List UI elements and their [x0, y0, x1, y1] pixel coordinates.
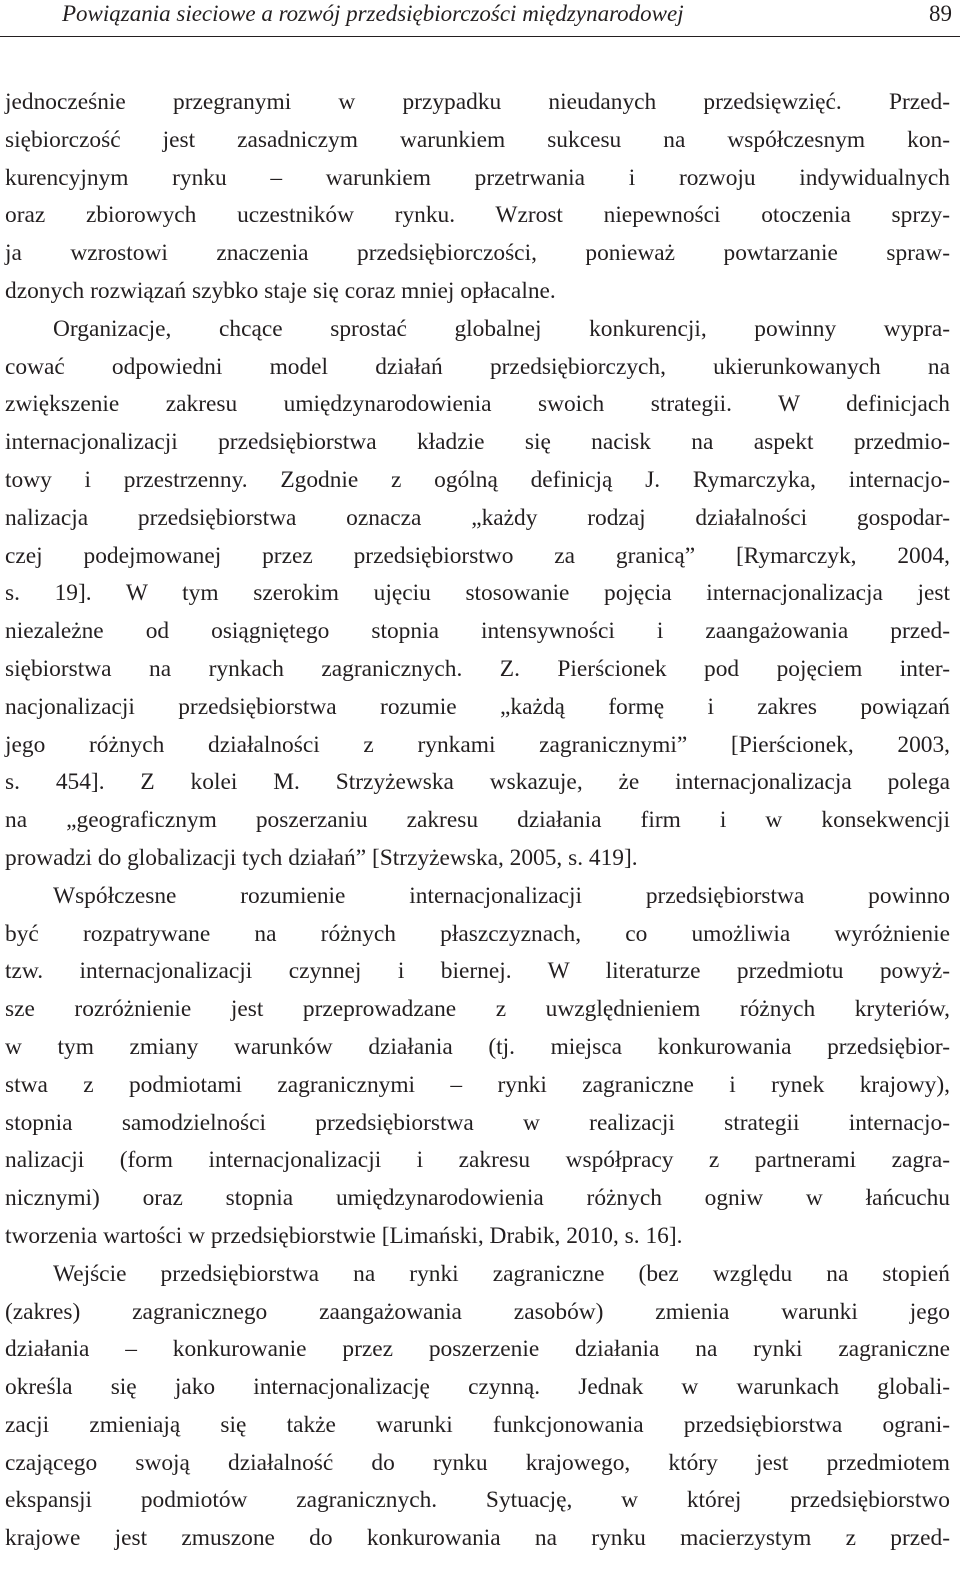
- body-text: [5, 84, 950, 1558]
- text-line: krajowe jest zmuszone do konkurowania na rynku macierzystym z przed-: [5, 1525, 950, 1552]
- text-line: cować odpowiedni model działań przedsiębiorczych, ukierunkowanych na: [5, 353, 950, 380]
- running-title: Powiązania sieciowe a rozwój przedsiębiorczości międzynarodowej: [62, 1, 684, 26]
- text-line: towy i przestrzenny. Zgodnie z ogólną definicją J. Rymarczyka, internacjo-: [5, 466, 950, 493]
- text-line: jednocześnie przegranymi w przypadku nieudanych przedsięwzięć. Przed-: [5, 89, 950, 115]
- text-line: oraz zbiorowych uczestników rynku. Wzrost niepewności otoczenia sprzy-: [5, 202, 950, 229]
- text-line: Organizacje, chcące sprostać globalnej konkurencji, powinny wypra-: [53, 315, 950, 342]
- text-line: internacjonalizacji przedsiębiorstwa kładzie się nacisk na aspekt przedmio-: [5, 429, 950, 456]
- text-line: kurencyjnym rynku – warunkiem przetrwania i rozwoju indywidualnych: [5, 164, 950, 191]
- text-line: działania – konkurowanie przez poszerzenie działania na rynki zagraniczne: [5, 1336, 950, 1363]
- page-number: 89: [929, 1, 952, 26]
- text-line: być rozpatrywane na różnych płaszczyznach, co umożliwia wyróżnienie: [5, 920, 950, 947]
- text-line: dzonych rozwiązań szybko staje się coraz mniej opłacalne.: [5, 277, 556, 304]
- text-line: określa się jako internacjonalizację czynną. Jednak w warunkach globali-: [5, 1374, 950, 1401]
- text-line: s. 19]. W tym szerokim ujęciu stosowanie pojęcia internacjonalizacja jest: [5, 580, 950, 607]
- text-line: nicznymi) oraz stopnia umiędzynarodowienia różnych ogniw w łańcuchu: [5, 1185, 950, 1212]
- text-line: nalizacja przedsiębiorstwa oznacza „każdy rodzaj działalności gospodar-: [5, 504, 950, 531]
- text-line: stwa z podmiotami zagranicznymi – rynki zagraniczne i rynek krajowy),: [5, 1071, 950, 1098]
- text-line: ja wzrostowi znaczenia przedsiębiorczości, ponieważ powtarzanie spraw-: [5, 240, 950, 267]
- text-line: (zakres) zagranicznego zaangażowania zasobów) zmienia warunki jego: [5, 1298, 950, 1325]
- text-line: czej podejmowanej przez przedsiębiorstwo za granicą” [Rymarczyk, 2004,: [5, 542, 950, 569]
- text-line: tworzenia wartości w przedsiębiorstwie [Limański, Drabik, 2010, s. 16].: [5, 1222, 683, 1249]
- text-line: tzw. internacjonalizacji czynnej i biernej. W literaturze przedmiotu powyż-: [5, 958, 950, 985]
- running-header: [0, 0, 960, 37]
- text-line: Współczesne rozumienie internacjonalizacji przedsiębiorstwa powinno: [53, 882, 950, 909]
- text-line: jego różnych działalności z rynkami zagranicznymi” [Pierścionek, 2003,: [5, 731, 950, 758]
- text-line: zwiększenie zakresu umiędzynarodowienia swoich strategii. W definicjach: [5, 391, 950, 418]
- text-line: zacji zmieniają się także warunki funkcjonowania przedsiębiorstwa ograni-: [5, 1411, 950, 1438]
- text-line: stopnia samodzielności przedsiębiorstwa w realizacji strategii internacjo-: [5, 1109, 950, 1136]
- text-line: na „geograficznym poszerzaniu zakresu działania firm i w konsekwencji: [5, 807, 950, 834]
- text-line: niezależne od osiągniętego stopnia intensywności i zaangażowania przed-: [5, 618, 950, 645]
- text-line: ekspansji podmiotów zagranicznych. Sytuację, w której przedsiębiorstwo: [5, 1487, 950, 1514]
- text-line: czającego swoją działalność do rynku krajowego, który jest przedmiotem: [5, 1449, 950, 1476]
- text-line: w tym zmiany warunków działania (tj. miejsca konkurowania przedsiębior-: [5, 1033, 950, 1060]
- text-line: prowadzi do globalizacji tych działań” [Strzyżewska, 2005, s. 419].: [5, 844, 638, 871]
- text-line: sze rozróżnienie jest przeprowadzane z uwzględnieniem różnych kryteriów,: [5, 996, 950, 1023]
- text-line: nacjonalizacji przedsiębiorstwa rozumie „każdą formę i zakres powiązań: [5, 693, 950, 720]
- text-line: s. 454]. Z kolei M. Strzyżewska wskazuje, że internacjonalizacja polega: [5, 769, 950, 796]
- text-line: siębiorstwa na rynkach zagranicznych. Z. Pierścionek pod pojęciem inter-: [5, 655, 950, 682]
- text-line: siębiorczość jest zasadniczym warunkiem sukcesu na współczesnym kon-: [5, 126, 950, 153]
- text-line: Wejście przedsiębiorstwa na rynki zagraniczne (bez względu na stopień: [53, 1260, 950, 1287]
- text-line: nalizacji (form internacjonalizacji i zakresu współpracy z partnerami zagra-: [5, 1147, 950, 1174]
